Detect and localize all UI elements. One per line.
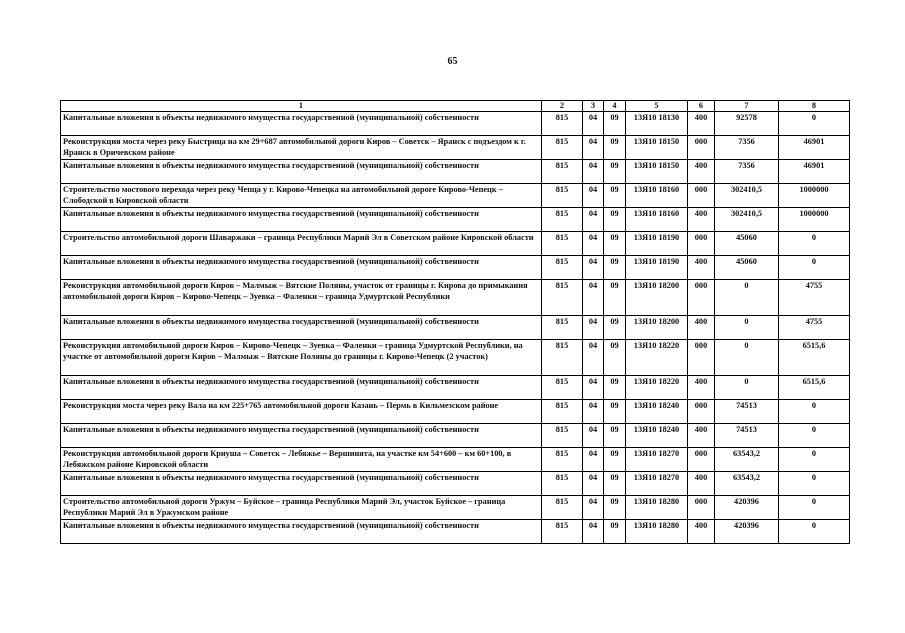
amount-cell-2: 0 — [779, 232, 850, 256]
section-code-cell: 04 — [583, 256, 604, 280]
page-number: 65 — [447, 56, 458, 67]
section-code-cell: 04 — [583, 520, 604, 544]
subsection-code-cell: 09 — [604, 520, 626, 544]
table-row — [61, 448, 850, 472]
subsection-code-cell: 09 — [604, 232, 626, 256]
amount-cell-1: 0 — [715, 316, 779, 340]
amount-cell-1: 420396 — [715, 520, 779, 544]
amount-cell-2: 4755 — [779, 280, 850, 316]
item-name-cell: Строительство автомобильной дороги Шаваржаки – граница Республики Марий Эл в Советском районе Кировской области — [61, 232, 542, 256]
column-header: 2 — [542, 101, 583, 112]
column-header: 7 — [715, 101, 779, 112]
section-code-cell: 04 — [583, 472, 604, 496]
amount-cell-2: 6515,6 — [779, 376, 850, 400]
subsection-code-cell: 09 — [604, 424, 626, 448]
amount-cell-1: 0 — [715, 280, 779, 316]
table-row — [61, 472, 850, 496]
table-row — [61, 340, 850, 376]
table-row — [61, 136, 850, 160]
section-code-cell: 04 — [583, 424, 604, 448]
admin-code-cell: 815 — [542, 112, 583, 136]
section-code-cell: 04 — [583, 136, 604, 160]
amount-cell-1: 7356 — [715, 136, 779, 160]
target-article-cell: 13Я10 18220 — [626, 376, 688, 400]
item-name-cell: Капитальные вложения в объекты недвижимого имущества государственной (муниципальной) собственности — [61, 424, 542, 448]
table-row — [61, 280, 850, 316]
column-header: 1 — [61, 101, 542, 112]
expense-type-cell: 400 — [688, 376, 715, 400]
admin-code-cell: 815 — [542, 340, 583, 376]
amount-cell-2: 0 — [779, 112, 850, 136]
target-article-cell: 13Я10 18270 — [626, 472, 688, 496]
item-name-cell: Реконструкция автомобильной дороги Киров – Малмыж – Вятские Поляны, участок от границы г. Кирова до примыкания автомобильной дороги Киров – Кирово-Чепецк – Зуевка – Фаленки – граница Удмуртской Республики — [61, 280, 542, 316]
subsection-code-cell: 09 — [604, 112, 626, 136]
target-article-cell: 13Я10 18200 — [626, 280, 688, 316]
table-row — [61, 112, 850, 136]
amount-cell-2: 46901 — [779, 136, 850, 160]
admin-code-cell: 815 — [542, 400, 583, 424]
column-header: 3 — [583, 101, 604, 112]
amount-cell-1: 45060 — [715, 256, 779, 280]
section-code-cell: 04 — [583, 280, 604, 316]
section-code-cell: 04 — [583, 448, 604, 472]
table-row — [61, 184, 850, 208]
item-name-cell: Капитальные вложения в объекты недвижимого имущества государственной (муниципальной) собственности — [61, 160, 542, 184]
amount-cell-2: 4755 — [779, 316, 850, 340]
admin-code-cell: 815 — [542, 256, 583, 280]
subsection-code-cell: 09 — [604, 160, 626, 184]
column-header: 5 — [626, 101, 688, 112]
amount-cell-2: 0 — [779, 472, 850, 496]
column-header: 6 — [688, 101, 715, 112]
subsection-code-cell: 09 — [604, 340, 626, 376]
table-row — [61, 400, 850, 424]
item-name-cell: Капитальные вложения в объекты недвижимого имущества государственной (муниципальной) собственности — [61, 520, 542, 544]
admin-code-cell: 815 — [542, 208, 583, 232]
subsection-code-cell: 09 — [604, 448, 626, 472]
item-name-cell: Реконструкция автомобильной дороги Криуша – Советск – Лебяжье – Вершинята, на участке км 54+600 – км 60+100, в Лебяжском районе Кировской области — [61, 448, 542, 472]
table-row — [61, 316, 850, 340]
amount-cell-1: 420396 — [715, 496, 779, 520]
section-code-cell: 04 — [583, 316, 604, 340]
section-code-cell: 04 — [583, 232, 604, 256]
item-name-cell: Капитальные вложения в объекты недвижимого имущества государственной (муниципальной) собственности — [61, 472, 542, 496]
table-row — [61, 424, 850, 448]
section-code-cell: 04 — [583, 184, 604, 208]
admin-code-cell: 815 — [542, 496, 583, 520]
amount-cell-2: 0 — [779, 520, 850, 544]
item-name-cell: Капитальные вложения в объекты недвижимого имущества государственной (муниципальной) собственности — [61, 376, 542, 400]
table-body — [61, 112, 850, 544]
target-article-cell: 13Я10 18220 — [626, 340, 688, 376]
amount-cell-2: 46901 — [779, 160, 850, 184]
table-row — [61, 232, 850, 256]
section-code-cell: 04 — [583, 496, 604, 520]
expense-type-cell: 400 — [688, 112, 715, 136]
amount-cell-1: 92578 — [715, 112, 779, 136]
expense-type-cell: 400 — [688, 160, 715, 184]
item-name-cell: Строительство автомобильной дороги Уржум – Буйское – граница Республики Марий Эл, участок Буйское – граница Республики Марий Эл в Уржумском районе — [61, 496, 542, 520]
item-name-cell: Капитальные вложения в объекты недвижимого имущества государственной (муниципальной) собственности — [61, 256, 542, 280]
subsection-code-cell: 09 — [604, 400, 626, 424]
amount-cell-2: 0 — [779, 400, 850, 424]
amount-cell-1: 302410,5 — [715, 184, 779, 208]
subsection-code-cell: 09 — [604, 256, 626, 280]
target-article-cell: 13Я10 18270 — [626, 448, 688, 472]
item-name-cell: Реконструкция автомобильной дороги Киров – Кирово-Чепецк – Зуевка – Фаленки – граница Удмуртской Республики, на участке от автомобильной дороги Киров – Малмыж – Вятские Поляны до границы г. Кирово-Чепецк (2 участок) — [61, 340, 542, 376]
subsection-code-cell: 09 — [604, 208, 626, 232]
table-row — [61, 376, 850, 400]
subsection-code-cell: 09 — [604, 472, 626, 496]
subsection-code-cell: 09 — [604, 376, 626, 400]
admin-code-cell: 815 — [542, 160, 583, 184]
expense-type-cell: 400 — [688, 472, 715, 496]
target-article-cell: 13Я10 18160 — [626, 184, 688, 208]
admin-code-cell: 815 — [542, 232, 583, 256]
expense-type-cell: 000 — [688, 340, 715, 376]
target-article-cell: 13Я10 18200 — [626, 316, 688, 340]
expense-type-cell: 000 — [688, 280, 715, 316]
item-name-cell: Реконструкция моста через реку Быстрица на км 29+687 автомобильной дороги Киров – Советск – Яранск с подъездом к г. Яранск в Оричевском районе — [61, 136, 542, 160]
expense-type-cell: 000 — [688, 232, 715, 256]
admin-code-cell: 815 — [542, 520, 583, 544]
target-article-cell: 13Я10 18190 — [626, 256, 688, 280]
table-row — [61, 208, 850, 232]
target-article-cell: 13Я10 18150 — [626, 136, 688, 160]
budget-table — [60, 100, 850, 544]
amount-cell-2: 1000000 — [779, 208, 850, 232]
item-name-cell: Капитальные вложения в объекты недвижимого имущества государственной (муниципальной) собственности — [61, 208, 542, 232]
subsection-code-cell: 09 — [604, 280, 626, 316]
admin-code-cell: 815 — [542, 184, 583, 208]
amount-cell-1: 63543,2 — [715, 448, 779, 472]
target-article-cell: 13Я10 18240 — [626, 400, 688, 424]
target-article-cell: 13Я10 18280 — [626, 520, 688, 544]
amount-cell-1: 0 — [715, 340, 779, 376]
subsection-code-cell: 09 — [604, 316, 626, 340]
section-code-cell: 04 — [583, 376, 604, 400]
expense-type-cell: 000 — [688, 496, 715, 520]
table-row — [61, 520, 850, 544]
amount-cell-2: 6515,6 — [779, 340, 850, 376]
amount-cell-2: 1000000 — [779, 184, 850, 208]
section-code-cell: 04 — [583, 112, 604, 136]
admin-code-cell: 815 — [542, 424, 583, 448]
expense-type-cell: 400 — [688, 256, 715, 280]
item-name-cell: Строительство мостового перехода через реку Чепца у г. Кирово-Чепецка на автомобильной дороге Кирово-Чепецк – Слободской в Кировской области — [61, 184, 542, 208]
admin-code-cell: 815 — [542, 376, 583, 400]
amount-cell-1: 7356 — [715, 160, 779, 184]
amount-cell-1: 0 — [715, 376, 779, 400]
expense-type-cell: 400 — [688, 424, 715, 448]
admin-code-cell: 815 — [542, 448, 583, 472]
amount-cell-2: 0 — [779, 448, 850, 472]
admin-code-cell: 815 — [542, 472, 583, 496]
table-row — [61, 496, 850, 520]
column-header: 8 — [779, 101, 850, 112]
item-name-cell: Реконструкция моста через реку Вала на км 225+765 автомобильной дороги Казань – Пермь в Кильмезском районе — [61, 400, 542, 424]
amount-cell-2: 0 — [779, 496, 850, 520]
expense-type-cell: 000 — [688, 136, 715, 160]
expense-type-cell: 400 — [688, 520, 715, 544]
expense-type-cell: 000 — [688, 400, 715, 424]
admin-code-cell: 815 — [542, 136, 583, 160]
expense-type-cell: 400 — [688, 208, 715, 232]
target-article-cell: 13Я10 18160 — [626, 208, 688, 232]
amount-cell-1: 45060 — [715, 232, 779, 256]
subsection-code-cell: 09 — [604, 184, 626, 208]
expense-type-cell: 000 — [688, 448, 715, 472]
table-row — [61, 160, 850, 184]
subsection-code-cell: 09 — [604, 496, 626, 520]
amount-cell-1: 74513 — [715, 424, 779, 448]
expense-type-cell: 000 — [688, 184, 715, 208]
amount-cell-2: 0 — [779, 424, 850, 448]
section-code-cell: 04 — [583, 208, 604, 232]
admin-code-cell: 815 — [542, 316, 583, 340]
subsection-code-cell: 09 — [604, 136, 626, 160]
amount-cell-1: 74513 — [715, 400, 779, 424]
admin-code-cell: 815 — [542, 280, 583, 316]
amount-cell-1: 63543,2 — [715, 472, 779, 496]
section-code-cell: 04 — [583, 340, 604, 376]
target-article-cell: 13Я10 18280 — [626, 496, 688, 520]
target-article-cell: 13Я10 18190 — [626, 232, 688, 256]
section-code-cell: 04 — [583, 400, 604, 424]
column-header: 4 — [604, 101, 626, 112]
item-name-cell: Капитальные вложения в объекты недвижимого имущества государственной (муниципальной) собственности — [61, 112, 542, 136]
target-article-cell: 13Я10 18150 — [626, 160, 688, 184]
target-article-cell: 13Я10 18130 — [626, 112, 688, 136]
item-name-cell: Капитальные вложения в объекты недвижимого имущества государственной (муниципальной) собственности — [61, 316, 542, 340]
table-row — [61, 256, 850, 280]
expense-type-cell: 400 — [688, 316, 715, 340]
amount-cell-1: 302410,5 — [715, 208, 779, 232]
header-row — [61, 101, 850, 112]
section-code-cell: 04 — [583, 160, 604, 184]
amount-cell-2: 0 — [779, 256, 850, 280]
target-article-cell: 13Я10 18240 — [626, 424, 688, 448]
